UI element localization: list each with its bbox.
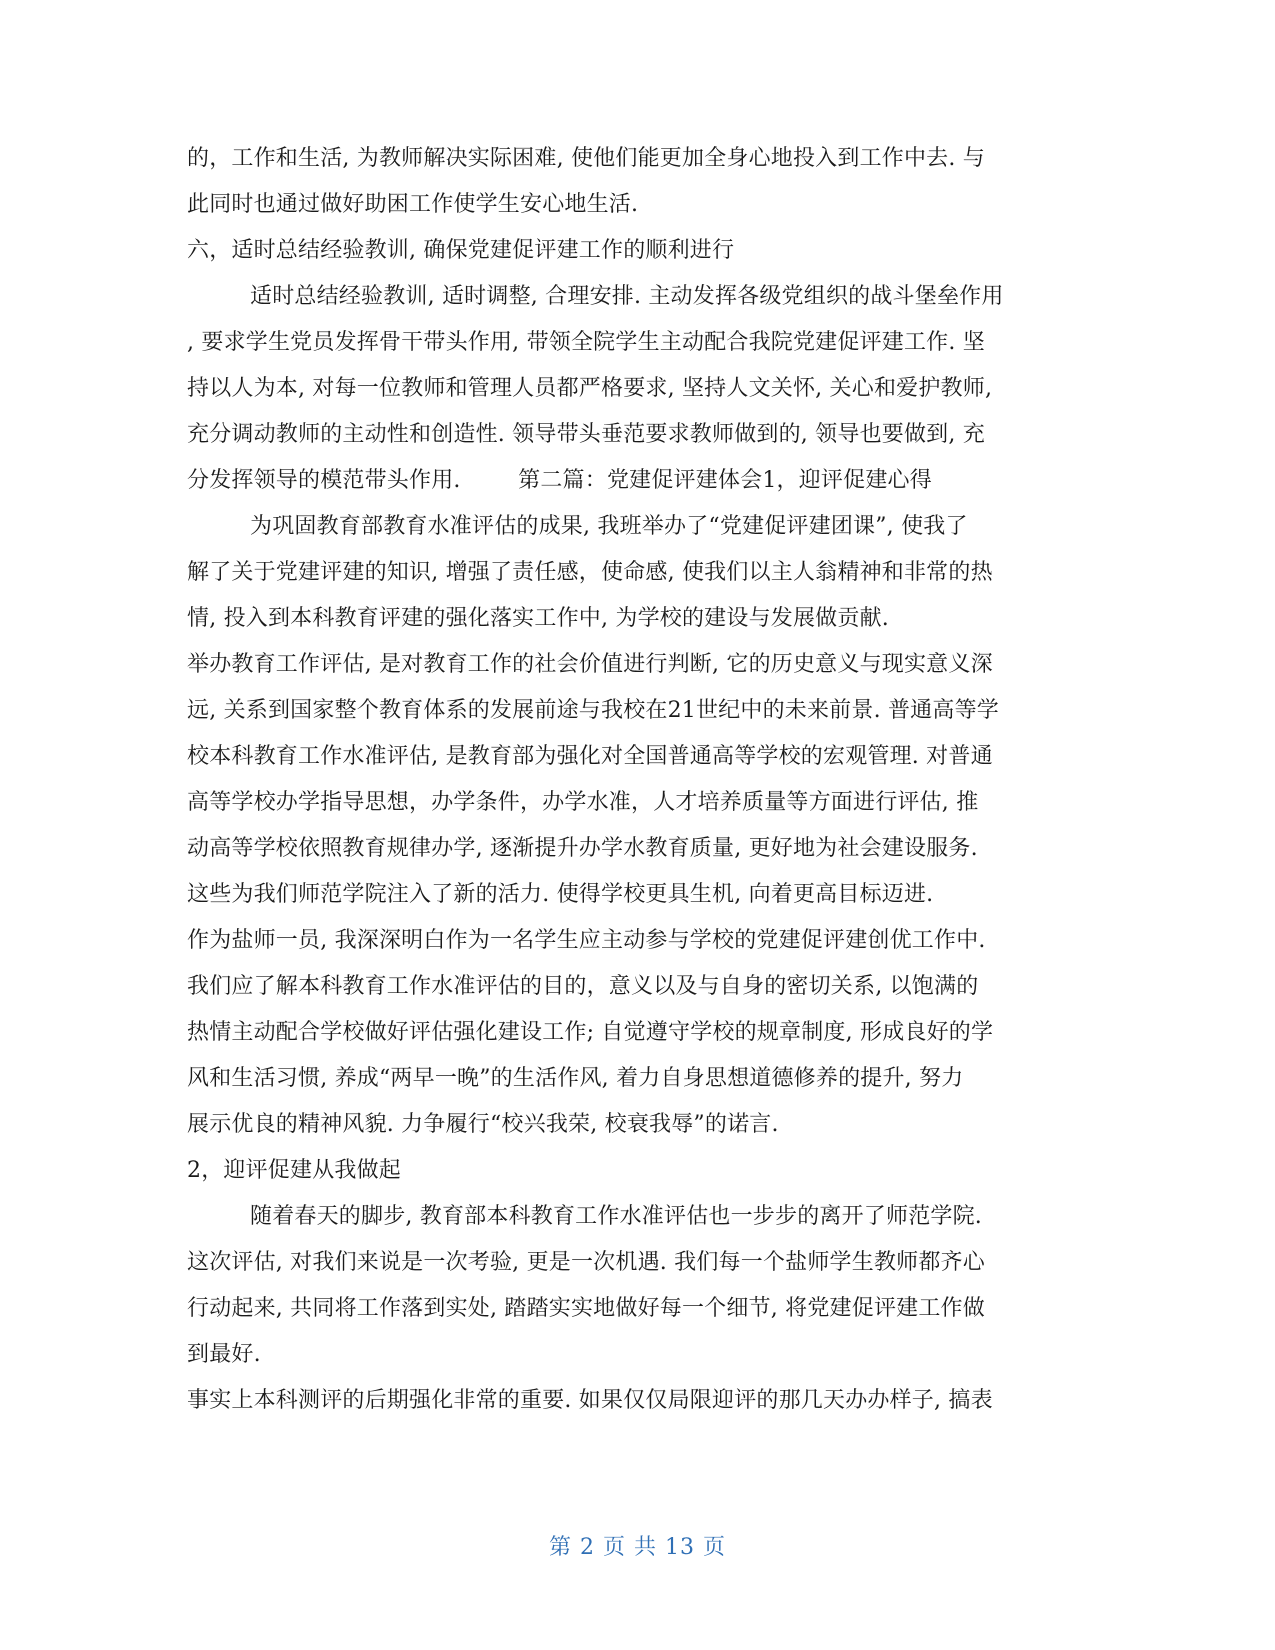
body-text-line: 这次评估, 对我们来说是一次考验, 更是一次机遇. 我们每一个盐师学生教师都齐心: [187, 1250, 985, 1275]
body-text-line: 到最好.: [187, 1342, 261, 1367]
page-label-mid2: 共: [634, 1535, 658, 1560]
body-text-line: 充分调动教师的主动性和创造性. 领导带头垂范要求教师做到的, 领导也要做到, 充: [187, 422, 985, 447]
body-text-line: 举办教育工作评估, 是对教育工作的社会价值进行判断, 它的历史意义与现实意义深: [187, 652, 993, 677]
body-text-line: 这些为我们师范学院注入了新的活力. 使得学校更具生机, 向着更高目标迈进.: [187, 882, 934, 907]
section-heading: 2，迎评促建从我做起: [187, 1158, 401, 1183]
body-text-line: 风和生活习惯, 养成“两早一晚”的生活作风, 着力自身思想道德修养的提升, 努力: [187, 1066, 964, 1091]
body-text-line: 事实上本科测评的后期强化非常的重要. 如果仅仅局限迎评的那几天办办样子, 搞表: [187, 1388, 993, 1413]
body-text-line: 解了关于党建评建的知识, 增强了责任感，使命感, 使我们以主人翁精神和非常的热: [187, 560, 993, 585]
body-text-line: 远, 关系到国家整个教育体系的发展前途与我校在21世纪中的未来前景. 普通高等学: [187, 698, 999, 723]
page-footer: [0, 1533, 1275, 1563]
body-text-line: 高等学校办学指导思想，办学条件，办学水准，人才培养质量等方面进行评估, 推: [187, 790, 979, 815]
body-text-line: 分发挥领导的模范带头作用. 第二篇：党建促评建体会1，迎评促建心得: [187, 468, 932, 493]
section-heading: 六，适时总结经验教训, 确保党建促评建工作的顺利进行: [187, 238, 735, 263]
body-text-line: 的，工作和生活, 为教师解决实际困难, 使他们能更加全身心地投入到工作中去. 与: [187, 146, 985, 171]
body-text-line: 热情主动配合学校做好评估强化建设工作; 自觉遵守学校的规章制度, 形成良好的学: [187, 1020, 994, 1045]
body-text-line: 校本科教育工作水准评估, 是教育部为强化对全国普通高等学校的宏观管理. 对普通: [187, 744, 993, 769]
body-text-line: , 要求学生党员发挥骨干带头作用, 带领全院学生主动配合我院党建促评建工作. 坚: [187, 330, 985, 355]
body-text-line: 持以人为本, 对每一位教师和管理人员都严格要求, 坚持人文关怀, 关心和爱护教师,: [187, 376, 993, 401]
body-text-line: 行动起来, 共同将工作落到实处, 踏踏实实地做好每一个细节, 将党建促评建工作做: [187, 1296, 985, 1321]
body-text-line: 展示优良的精神风貌. 力争履行“校兴我荣, 校衰我辱”的诺言.: [187, 1112, 779, 1137]
page-label-suffix: 页: [703, 1535, 727, 1560]
body-text-line: 随着春天的脚步, 教育部本科教育工作水准评估也一步步的离开了师范学院.: [250, 1204, 982, 1229]
body-text-line: 作为盐师一员, 我深深明白作为一名学生应主动参与学校的党建促评建创优工作中.: [187, 928, 986, 953]
body-text-line: 情, 投入到本科教育评建的强化落实工作中, 为学校的建设与发展做贡献.: [187, 606, 889, 631]
current-page-number: 2: [579, 1535, 595, 1560]
body-text-line: 我们应了解本科教育工作水准评估的目的，意义以及与自身的密切关系, 以饱满的: [187, 974, 979, 999]
total-pages-number: 13: [665, 1535, 696, 1560]
page-label-mid1: 页: [602, 1535, 626, 1560]
body-text-line: 动高等学校依照教育规律办学, 逐渐提升办学水教育质量, 更好地为社会建设服务.: [187, 836, 978, 861]
body-text-line: 适时总结经验教训, 适时调整, 合理安排. 主动发挥各级党组织的战斗堡垒作用: [250, 284, 1004, 309]
page-label-prefix: 第: [548, 1535, 572, 1560]
body-text-line: 为巩固教育部教育水准评估的成果, 我班举办了“党建促评建团课”, 使我了: [250, 514, 968, 539]
body-text-line: 此同时也通过做好助困工作使学生安心地生活.: [187, 192, 639, 217]
